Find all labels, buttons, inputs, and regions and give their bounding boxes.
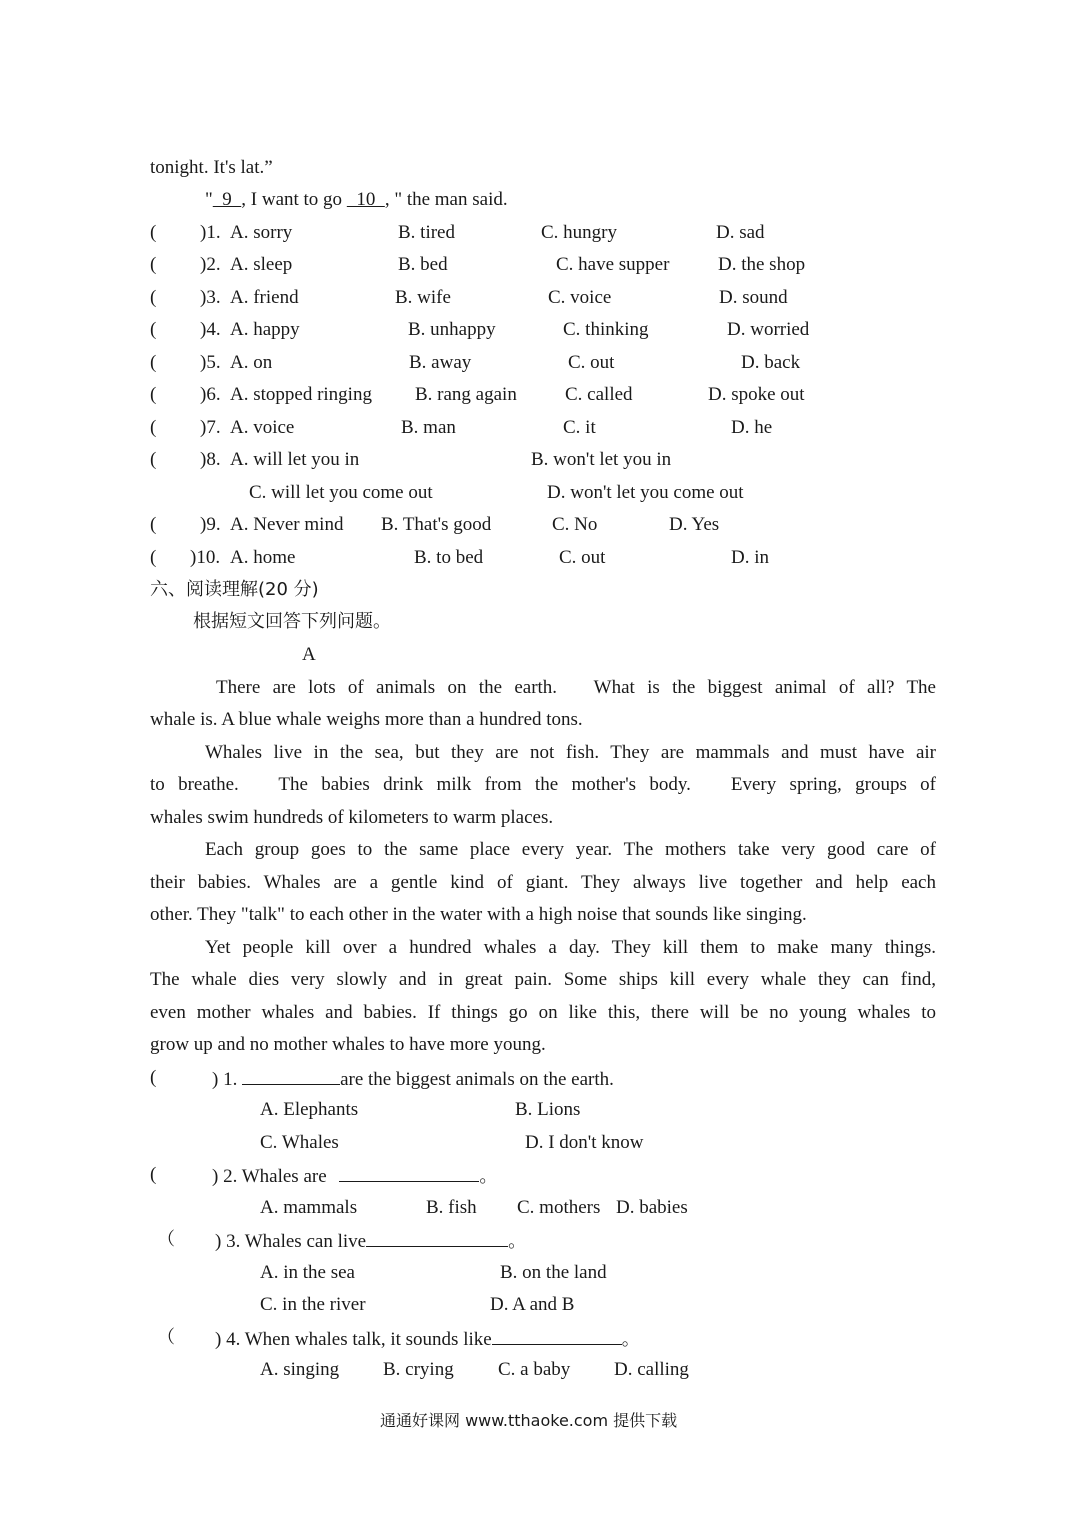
option-c: C. it	[563, 417, 596, 438]
option-c: C. hungry	[541, 222, 617, 243]
option-b: B. fish	[426, 1197, 477, 1218]
section-title: 六、阅读理解(20 分)	[150, 579, 319, 600]
question-stem: ) 4. When whales talk, it sounds like 。	[215, 1329, 640, 1350]
option-c: C. out	[568, 352, 615, 373]
blank-10: 10	[346, 189, 385, 210]
option-d: D. I don't know	[525, 1132, 644, 1153]
passage-line: The whale dies very slowly and in great pain. Some ships kill every whale they can find,	[150, 969, 936, 990]
option-d: D. babies	[616, 1197, 688, 1218]
option-b: B. won't let you in	[531, 449, 672, 470]
passage-line: There are lots of animals on the earth. What is the biggest animal of all? The	[216, 677, 936, 698]
item-number: )5.	[200, 352, 221, 373]
answer-paren: (	[150, 514, 157, 535]
answer-paren: (	[150, 254, 157, 275]
quote-close: , " the man said.	[384, 189, 508, 210]
passage-line: Yet people kill over a hundred whales a day. They kill them to make many things.	[205, 937, 936, 958]
option-a: A. mammals	[260, 1197, 358, 1218]
option-b: B. bed	[398, 254, 448, 275]
option-d: D. worried	[727, 319, 810, 340]
answer-paren: (	[150, 449, 157, 470]
item-number: )2.	[200, 254, 221, 275]
item-number: )3.	[200, 287, 221, 308]
answer-blank[interactable]	[366, 1229, 508, 1247]
option-d: D. back	[741, 352, 801, 373]
answer-paren: (	[150, 352, 157, 373]
option-d: D. he	[731, 417, 773, 438]
option-a: A. on	[230, 352, 273, 373]
option-a: A. happy	[230, 319, 300, 340]
option-b: B. Lions	[515, 1099, 581, 1120]
passage-line: other. They "talk" to each other in the water with a high noise that sounds like singing.	[150, 904, 807, 925]
passage-label: A	[302, 644, 316, 665]
option-d: D. spoke out	[708, 384, 805, 405]
option-c: C. out	[559, 547, 606, 568]
answer-paren: (	[150, 222, 157, 243]
instruction: 根据短文回答下列问题。	[193, 611, 391, 632]
option-a: A. Elephants	[260, 1099, 359, 1120]
option-c: C. No	[552, 514, 598, 535]
option-c: C. have supper	[556, 254, 670, 275]
option-b: B. wife	[395, 287, 451, 308]
blank-9: 9	[212, 189, 242, 210]
option-c: C. a baby	[498, 1359, 571, 1380]
option-a: A. voice	[230, 417, 295, 438]
passage-line: their babies. Whales are a gentle kind of giant. They always live together and help each	[150, 872, 936, 893]
answer-paren: (	[150, 1067, 157, 1088]
option-b: B. to bed	[414, 547, 484, 568]
answer-paren: (	[150, 319, 157, 340]
option-d: D. calling	[614, 1359, 689, 1380]
option-b: B. crying	[383, 1359, 454, 1380]
item-number: )7.	[200, 417, 221, 438]
cloze-last-sentence	[205, 189, 508, 211]
option-b: B. man	[401, 417, 456, 438]
answer-paren: (	[150, 1164, 157, 1185]
item-number: )9.	[200, 514, 221, 535]
option-c: C. will let you come out	[249, 482, 433, 503]
question-stem: ) 1. are the biggest animals on the earth.	[212, 1069, 614, 1090]
question-stem: ) 3. Whales can live 。	[215, 1231, 527, 1252]
answer-blank[interactable]	[492, 1327, 622, 1345]
option-b: B. That's good	[381, 514, 492, 535]
item-number: )8.	[200, 449, 221, 470]
option-d: D. the shop	[718, 254, 806, 275]
sentence-mid: , I want to go	[241, 189, 347, 210]
option-d: D. sad	[716, 222, 765, 243]
item-number: )10.	[190, 547, 221, 568]
option-d: D. in	[731, 547, 769, 568]
item-number: )1.	[200, 222, 221, 243]
option-c: C. voice	[548, 287, 612, 308]
passage-line: whale is. A blue whale weighs more than a hundred tons.	[150, 709, 583, 730]
option-c: C. Whales	[260, 1132, 339, 1153]
cloze-tail-line: tonight. It's lat.”	[150, 157, 273, 178]
passage-line: Whales live in the sea, but they are not fish. They are mammals and must have air	[205, 742, 936, 763]
option-a: A. sleep	[230, 254, 293, 275]
option-c: C. in the river	[260, 1294, 366, 1315]
option-d: D. Yes	[669, 514, 720, 535]
answer-paren: (	[150, 417, 157, 438]
passage-line: whales swim hundreds of kilometers to warm places.	[150, 807, 554, 828]
answer-paren: （	[157, 1229, 175, 1250]
option-a: A. friend	[230, 287, 299, 308]
answer-paren: (	[150, 384, 157, 405]
passage-line: grow up and no mother whales to have more young.	[150, 1034, 546, 1055]
item-number: )6.	[200, 384, 221, 405]
option-a: A. stopped ringing	[230, 384, 372, 405]
answer-blank[interactable]	[242, 1067, 340, 1085]
passage-line: even mother whales and babies. If things go on like this, there will be no young whales to	[150, 1002, 936, 1023]
option-b: B. rang again	[415, 384, 517, 405]
quote-open: "	[205, 189, 213, 210]
item-number: )4.	[200, 319, 221, 340]
answer-paren: (	[150, 287, 157, 308]
option-b: B. on the land	[500, 1262, 607, 1283]
option-b: B. away	[409, 352, 472, 373]
passage-line: to breathe. The babies drink milk from the mother's body. Every spring, groups of	[150, 774, 936, 795]
option-a: A. in the sea	[260, 1262, 355, 1283]
page-footer: 通通好课网 www.tthaoke.com 提供下载	[380, 1411, 678, 1430]
option-a: A. singing	[260, 1359, 340, 1380]
answer-paren: (	[150, 547, 157, 568]
answer-blank[interactable]	[339, 1164, 479, 1182]
option-a: A. home	[230, 547, 296, 568]
option-c: C. thinking	[563, 319, 649, 340]
answer-paren: （	[157, 1327, 175, 1348]
option-d: D. A and B	[490, 1294, 575, 1315]
option-c: C. mothers	[517, 1197, 601, 1218]
option-a: A. sorry	[230, 222, 293, 243]
option-c: C. called	[565, 384, 633, 405]
option-a: A. will let you in	[230, 449, 360, 470]
passage-line: Each group goes to the same place every year. The mothers take very good care of	[205, 839, 936, 860]
option-b: B. unhappy	[408, 319, 496, 340]
question-stem: ) 2. Whales are 。	[212, 1166, 498, 1187]
option-d: D. won't let you come out	[547, 482, 744, 503]
option-a: A. Never mind	[230, 514, 344, 535]
option-b: B. tired	[398, 222, 455, 243]
option-d: D. sound	[719, 287, 788, 308]
